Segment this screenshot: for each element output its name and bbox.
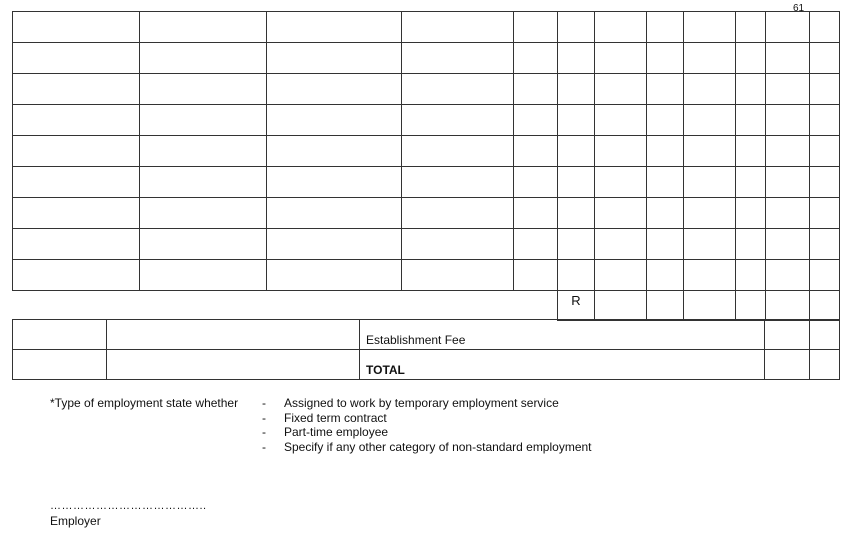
establishment-fee-row: [13, 320, 840, 350]
establishment-fee-label: Establishment Fee: [360, 320, 765, 350]
grid-cell[interactable]: [267, 198, 402, 229]
grid-cell[interactable]: [766, 43, 810, 74]
grid-cell[interactable]: [684, 136, 736, 167]
grid-cell[interactable]: [402, 198, 514, 229]
grid-cell[interactable]: [267, 136, 402, 167]
grid-cell[interactable]: [647, 74, 684, 105]
grid-row: [13, 229, 840, 260]
grid-cell[interactable]: [810, 105, 840, 136]
grid-cell[interactable]: [140, 136, 267, 167]
grid-cell[interactable]: [558, 105, 595, 136]
grid-cell[interactable]: [13, 167, 140, 198]
currency-label: R: [558, 291, 595, 321]
grid-cell[interactable]: [736, 229, 766, 260]
grid-cell[interactable]: [267, 167, 402, 198]
grid-cell[interactable]: [267, 105, 402, 136]
grid-cell[interactable]: [13, 136, 140, 167]
total-grid-cell[interactable]: [647, 291, 684, 321]
grid-cell[interactable]: [684, 74, 736, 105]
grid-cell[interactable]: [267, 43, 402, 74]
fee-amount-cell[interactable]: [810, 320, 840, 350]
total-grid-cell[interactable]: [595, 291, 647, 321]
page-number: 61: [793, 3, 805, 14]
employment-type-option: [262, 411, 592, 426]
grid-cell[interactable]: [267, 260, 402, 291]
fee-amount-cell[interactable]: [765, 320, 810, 350]
grid-cell[interactable]: [558, 198, 595, 229]
grid-cell[interactable]: [684, 260, 736, 291]
currency-row-spacer: [13, 291, 558, 321]
grid-cell[interactable]: [13, 229, 140, 260]
grid-cell[interactable]: [736, 136, 766, 167]
employer-signature-label: Employer: [50, 514, 101, 528]
grid-cell[interactable]: [810, 136, 840, 167]
grid-cell[interactable]: [766, 12, 810, 43]
grid-cell[interactable]: [514, 12, 558, 43]
grid-cell[interactable]: [810, 43, 840, 74]
employment-type-option-text: Fixed term contract: [284, 410, 387, 425]
grid-row: [13, 260, 840, 291]
grid-cell[interactable]: [402, 260, 514, 291]
grid-cell[interactable]: [647, 136, 684, 167]
grid-cell[interactable]: [736, 43, 766, 74]
grid-cell[interactable]: [736, 74, 766, 105]
grid-cell[interactable]: [558, 136, 595, 167]
grid-cell[interactable]: [684, 167, 736, 198]
grid-row: [13, 43, 840, 74]
grid-cell[interactable]: [514, 136, 558, 167]
grid-cell[interactable]: [647, 43, 684, 74]
grid-cell[interactable]: [766, 74, 810, 105]
total-grid-cell[interactable]: [810, 291, 840, 321]
grid-cell[interactable]: [736, 12, 766, 43]
grid-cell[interactable]: [267, 229, 402, 260]
grid-cell[interactable]: [766, 167, 810, 198]
grid-cell[interactable]: [402, 229, 514, 260]
grid-cell[interactable]: [558, 43, 595, 74]
grid-cell[interactable]: [736, 105, 766, 136]
grid-cell[interactable]: [140, 12, 267, 43]
grid-cell[interactable]: [684, 43, 736, 74]
grid-cell[interactable]: [267, 12, 402, 43]
grid-cell[interactable]: [647, 260, 684, 291]
grid-row: [13, 12, 840, 43]
grid-cell[interactable]: [140, 260, 267, 291]
grid-row: [13, 167, 840, 198]
grid-cell[interactable]: [13, 198, 140, 229]
grid-cell[interactable]: [514, 105, 558, 136]
employment-type-note-lead: *Type of employment state whether: [50, 396, 239, 410]
grid-cell[interactable]: [684, 12, 736, 43]
grid-cell[interactable]: [810, 260, 840, 291]
signature-line: …………………………………..: [50, 500, 207, 512]
grid-cell[interactable]: [140, 43, 267, 74]
grid-cell[interactable]: [514, 229, 558, 260]
grid-cell[interactable]: [13, 74, 140, 105]
dash-bullet: -: [262, 439, 266, 454]
dash-bullet: -: [262, 410, 266, 425]
grid-cell[interactable]: [514, 198, 558, 229]
grid-cell[interactable]: [13, 12, 140, 43]
grid-cell[interactable]: [140, 167, 267, 198]
grid-cell[interactable]: [595, 105, 647, 136]
grid-cell[interactable]: [647, 12, 684, 43]
grid-cell[interactable]: [684, 198, 736, 229]
employment-type-option: [262, 440, 592, 455]
employment-type-option: [262, 425, 592, 440]
currency-row: [13, 291, 840, 321]
grid-cell[interactable]: [647, 198, 684, 229]
grid-cell[interactable]: [766, 229, 810, 260]
grid-cell[interactable]: [647, 105, 684, 136]
grid-cell[interactable]: [13, 43, 140, 74]
employment-type-options: [262, 396, 592, 454]
grid-cell[interactable]: [595, 74, 647, 105]
grid-cell[interactable]: [595, 260, 647, 291]
fee-cell[interactable]: [107, 350, 360, 380]
grid-cell[interactable]: [140, 229, 267, 260]
fees-table: [12, 319, 840, 380]
grid-row: [13, 198, 840, 229]
grid-cell[interactable]: [766, 136, 810, 167]
grid-cell[interactable]: [140, 105, 267, 136]
grid-cell[interactable]: [810, 12, 840, 43]
grid-cell[interactable]: [514, 260, 558, 291]
employment-type-option-text: Specify if any other category of non-standard employment: [284, 439, 592, 454]
total-grid-cell[interactable]: [684, 291, 736, 321]
dash-bullet: -: [262, 425, 266, 439]
grid-cell[interactable]: [595, 136, 647, 167]
grid-cell[interactable]: [736, 198, 766, 229]
fee-cell[interactable]: [13, 320, 107, 350]
grid-cell[interactable]: [766, 260, 810, 291]
grid-cell[interactable]: [140, 74, 267, 105]
grid-cell[interactable]: [810, 74, 840, 105]
total-grid-cell[interactable]: [766, 291, 810, 321]
employee-grid-table: [12, 11, 840, 321]
grid-cell[interactable]: [595, 229, 647, 260]
grid-cell[interactable]: [402, 105, 514, 136]
grid-cell[interactable]: [402, 74, 514, 105]
grid-cell[interactable]: [13, 105, 140, 136]
grid-cell[interactable]: [558, 74, 595, 105]
grid-cell[interactable]: [595, 198, 647, 229]
total-amount-cell[interactable]: [810, 350, 840, 380]
grid-cell[interactable]: [514, 74, 558, 105]
grid-cell[interactable]: [402, 43, 514, 74]
grid-cell[interactable]: [558, 229, 595, 260]
grid-row: [13, 74, 840, 105]
total-amount-cell[interactable]: [765, 350, 810, 380]
grid-cell[interactable]: [595, 43, 647, 74]
grid-cell[interactable]: [402, 12, 514, 43]
grid-cell[interactable]: [402, 136, 514, 167]
grid-cell[interactable]: [736, 260, 766, 291]
grid-cell[interactable]: [514, 43, 558, 74]
grid-cell[interactable]: [810, 229, 840, 260]
grid-cell[interactable]: [684, 229, 736, 260]
grid-cell[interactable]: [595, 167, 647, 198]
grid-row: [13, 136, 840, 167]
grid-row: [13, 105, 840, 136]
grid-cell[interactable]: [402, 167, 514, 198]
employment-type-option: [262, 396, 592, 411]
grid-cell[interactable]: [558, 12, 595, 43]
grid-cell[interactable]: [267, 74, 402, 105]
grid-cell[interactable]: [810, 167, 840, 198]
grid-cell[interactable]: [514, 167, 558, 198]
grid-cell[interactable]: [595, 12, 647, 43]
fee-cell[interactable]: [13, 350, 107, 380]
employment-type-option-text: Part-time employee: [284, 425, 389, 439]
grid-cell[interactable]: [810, 198, 840, 229]
dash-bullet: -: [262, 396, 266, 410]
total-row: [13, 350, 840, 380]
grid-cell[interactable]: [13, 260, 140, 291]
total-grid-cell[interactable]: [736, 291, 766, 321]
grid-cell[interactable]: [140, 198, 267, 229]
grid-cell[interactable]: [766, 105, 810, 136]
grid-cell[interactable]: [558, 260, 595, 291]
fee-cell[interactable]: [107, 320, 360, 350]
employment-type-option-text: Assigned to work by temporary employment service: [284, 396, 559, 410]
grid-cell[interactable]: [558, 167, 595, 198]
grid-cell[interactable]: [647, 167, 684, 198]
grid-cell[interactable]: [766, 198, 810, 229]
grid-cell[interactable]: [736, 167, 766, 198]
employee-grid-body: [13, 12, 840, 321]
total-label: TOTAL: [360, 350, 765, 380]
grid-cell[interactable]: [684, 105, 736, 136]
grid-cell[interactable]: [647, 229, 684, 260]
